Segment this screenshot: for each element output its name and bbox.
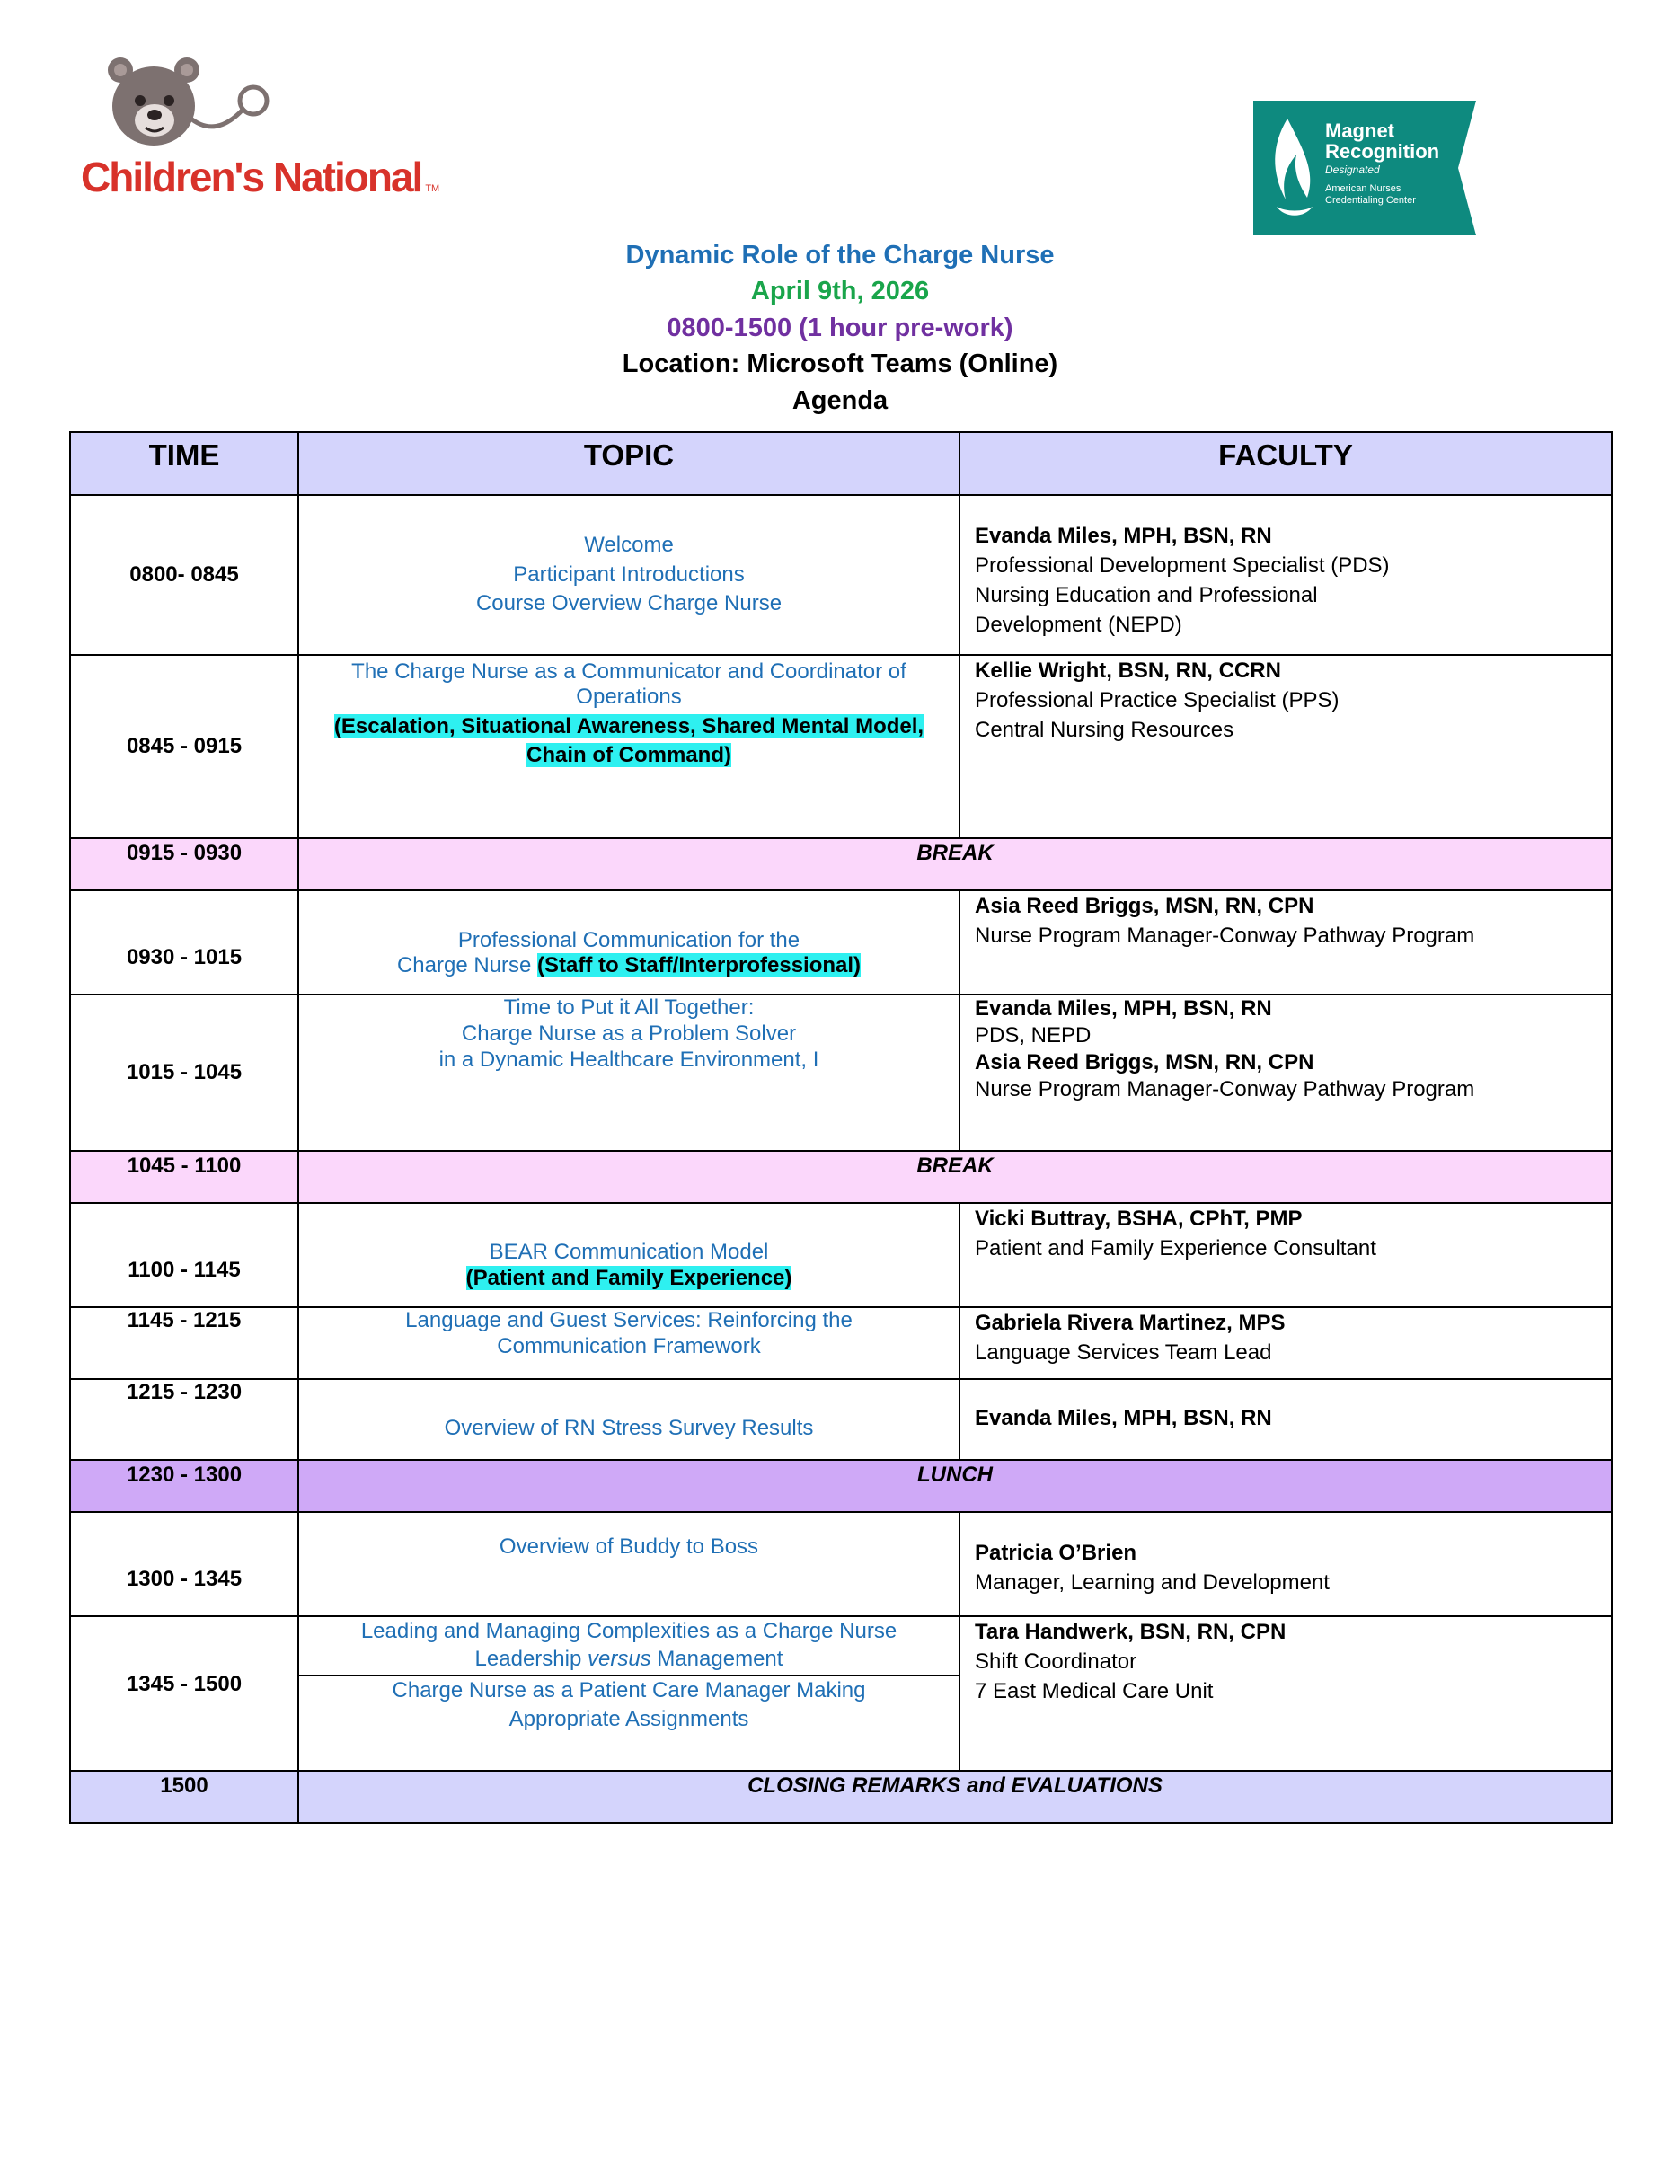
- topic-line: Time to Put it All Together:: [503, 995, 755, 1020]
- faculty-role: Nurse Program Manager-Conway Pathway Program: [975, 924, 1475, 949]
- topic-line: Participant Introductions: [513, 561, 745, 587]
- table-row: [70, 1203, 1612, 1307]
- time-cell: 1230 - 1300: [70, 1460, 298, 1512]
- faculty-name: Kellie Wright, BSN, RN, CCRN: [975, 659, 1281, 683]
- topic-highlight: (Escalation, Situational Awareness, Shared Mental Model,: [333, 713, 924, 738]
- column-header-faculty: FACULTY: [959, 432, 1612, 495]
- topic-cell: [298, 1512, 959, 1616]
- topic-line: BEAR Communication Model: [489, 1240, 769, 1265]
- faculty-cell: [959, 495, 1612, 655]
- table-row: [70, 495, 1612, 655]
- topic-line: Overview of Buddy to Boss: [499, 1534, 759, 1559]
- topic-line: Appropriate Assignments: [508, 1706, 749, 1731]
- time-cell: 1500: [70, 1771, 298, 1823]
- course-hours: 0800-1500 (1 hour pre-work): [667, 314, 1013, 342]
- agenda-table: [69, 431, 1613, 1824]
- magnet-line1: Magnet: [1325, 119, 1394, 142]
- topic-highlight: Chain of Command): [526, 743, 731, 768]
- faculty-cell: [959, 995, 1612, 1151]
- time-cell: 1215 - 1230: [70, 1379, 298, 1460]
- course-date: April 9th, 2026: [750, 277, 930, 305]
- break-row: [70, 1151, 1612, 1203]
- faculty-name: Vicki Buttray, BSHA, CPhT, PMP: [975, 1207, 1303, 1231]
- topic-group-a: [299, 1617, 959, 1676]
- faculty-role: Nursing Education and Professional: [975, 583, 1318, 608]
- topic-line: in a Dynamic Healthcare Environment, I: [438, 1047, 819, 1072]
- course-location: Location: Microsoft Teams (Online): [622, 349, 1058, 378]
- break-label: BREAK: [298, 1151, 1612, 1203]
- topic-line: Charge Nurse as a Patient Care Manager Making: [392, 1678, 866, 1703]
- faculty-role: Professional Practice Specialist (PPS): [975, 688, 1340, 713]
- topic-line: Communication Framework: [497, 1333, 761, 1358]
- faculty-cell: [959, 1203, 1612, 1307]
- column-header-time: TIME: [70, 432, 298, 495]
- magnet-line4: American Nurses Credentialing Center: [1325, 182, 1416, 206]
- topic-line: Leadership versus Management: [474, 1647, 783, 1672]
- topic-cell: [298, 495, 959, 655]
- faculty-role: Nurse Program Manager-Conway Pathway Program: [975, 1077, 1475, 1101]
- magnet-text: [1325, 120, 1439, 207]
- faculty-role: PDS, NEPD: [975, 1023, 1092, 1048]
- topic-highlight: (Staff to Staff/Interprofessional): [537, 953, 862, 977]
- childrens-national-logo: [81, 54, 440, 207]
- time-cell: 0930 - 1015: [70, 890, 298, 995]
- magnet-line3: Designated: [1325, 164, 1380, 177]
- topic-line: Welcome: [584, 533, 674, 558]
- agenda-heading: Agenda: [791, 386, 889, 415]
- topic-cell: [298, 995, 959, 1151]
- topic-cell: [298, 890, 959, 995]
- time-cell: 1015 - 1045: [70, 995, 298, 1151]
- faculty-cell: [959, 655, 1612, 838]
- topic-line: Language and Guest Services: Reinforcing the: [405, 1308, 853, 1332]
- break-row: [70, 838, 1612, 890]
- faculty-role: Shift Coordinator: [975, 1649, 1137, 1675]
- course-title: Dynamic Role of the Charge Nurse: [625, 241, 1055, 270]
- faculty-role: Patient and Family Experience Consultant: [975, 1236, 1376, 1261]
- faculty-role: Professional Development Specialist (PDS): [975, 553, 1390, 579]
- faculty-cell: [959, 1512, 1612, 1616]
- time-cell: 0915 - 0930: [70, 838, 298, 890]
- table-row: [70, 1512, 1612, 1616]
- faculty-cell: [959, 890, 1612, 995]
- time-cell: 1100 - 1145: [70, 1203, 298, 1307]
- topic-cell: [298, 655, 959, 838]
- closing-label: CLOSING REMARKS and EVALUATIONS: [298, 1771, 1612, 1823]
- topic-line: Overview of RN Stress Survey Results: [444, 1415, 814, 1440]
- magnet-line2: Recognition: [1325, 140, 1440, 164]
- closing-row: [70, 1771, 1612, 1823]
- topic-highlight: (Patient and Family Experience): [465, 1266, 792, 1290]
- topic-group-b: [299, 1676, 959, 1732]
- bear-icon: [101, 54, 298, 155]
- brand-wordmark: Children's National TM: [81, 154, 440, 200]
- topic-cell: [298, 1307, 959, 1379]
- column-header-topic: TOPIC: [298, 432, 959, 495]
- topic-cell: [298, 1616, 959, 1771]
- faculty-name: Asia Reed Briggs, MSN, RN, CPN: [975, 894, 1314, 918]
- magnet-recognition-logo: [1253, 101, 1476, 235]
- faculty-name: Patricia O’Brien: [975, 1541, 1137, 1565]
- time-cell: 1045 - 1100: [70, 1151, 298, 1203]
- table-row: [70, 890, 1612, 995]
- table-row: [70, 655, 1612, 838]
- faculty-name: Evanda Miles, MPH, BSN, RN: [975, 524, 1272, 548]
- faculty-name: Asia Reed Briggs, MSN, RN, CPN: [975, 1050, 1314, 1074]
- table-header-row: [70, 432, 1612, 495]
- topic-line: The Charge Nurse as a Communicator and Coordinator of: [351, 659, 906, 684]
- faculty-role: Manager, Learning and Development: [975, 1570, 1330, 1596]
- lunch-label: LUNCH: [298, 1460, 1612, 1512]
- faculty-role: Development (NEPD): [975, 613, 1182, 638]
- faculty-name: Tara Handwerk, BSN, RN, CPN: [975, 1620, 1287, 1644]
- topic-line: Professional Communication for the: [457, 927, 800, 952]
- topic-line: Leading and Managing Complexities as a Charge Nurse: [360, 1619, 897, 1643]
- time-cell: 0845 - 0915: [70, 655, 298, 838]
- faculty-role: 7 East Medical Care Unit: [975, 1679, 1214, 1704]
- table-row: [70, 1616, 1612, 1771]
- faculty-name: Evanda Miles, MPH, BSN, RN: [975, 1406, 1272, 1430]
- topic-cell: [298, 1203, 959, 1307]
- time-cell: 1145 - 1215: [70, 1307, 298, 1379]
- topic-line: Charge Nurse: [396, 953, 532, 977]
- time-cell: 0800- 0845: [70, 495, 298, 655]
- topic-line: Course Overview Charge Nurse: [475, 591, 783, 616]
- table-row: [70, 1307, 1612, 1379]
- topic-line: Operations: [576, 685, 682, 710]
- time-cell: 1345 - 1500: [70, 1616, 298, 1771]
- table-row: [70, 995, 1612, 1151]
- faculty-cell: [959, 1379, 1612, 1460]
- topic-line: Charge Nurse as a Problem Solver: [461, 1021, 797, 1046]
- faculty-role: Central Nursing Resources: [975, 718, 1234, 743]
- faculty-cell: [959, 1307, 1612, 1379]
- time-cell: 1300 - 1345: [70, 1512, 298, 1616]
- faculty-name: Gabriela Rivera Martinez, MPS: [975, 1311, 1286, 1335]
- table-row: [70, 1379, 1612, 1460]
- lunch-row: [70, 1460, 1612, 1512]
- faculty-cell: [959, 1616, 1612, 1771]
- topic-cell: [298, 1379, 959, 1460]
- break-label: BREAK: [298, 838, 1612, 890]
- faculty-name: Evanda Miles, MPH, BSN, RN: [975, 996, 1272, 1021]
- faculty-role: Language Services Team Lead: [975, 1340, 1272, 1366]
